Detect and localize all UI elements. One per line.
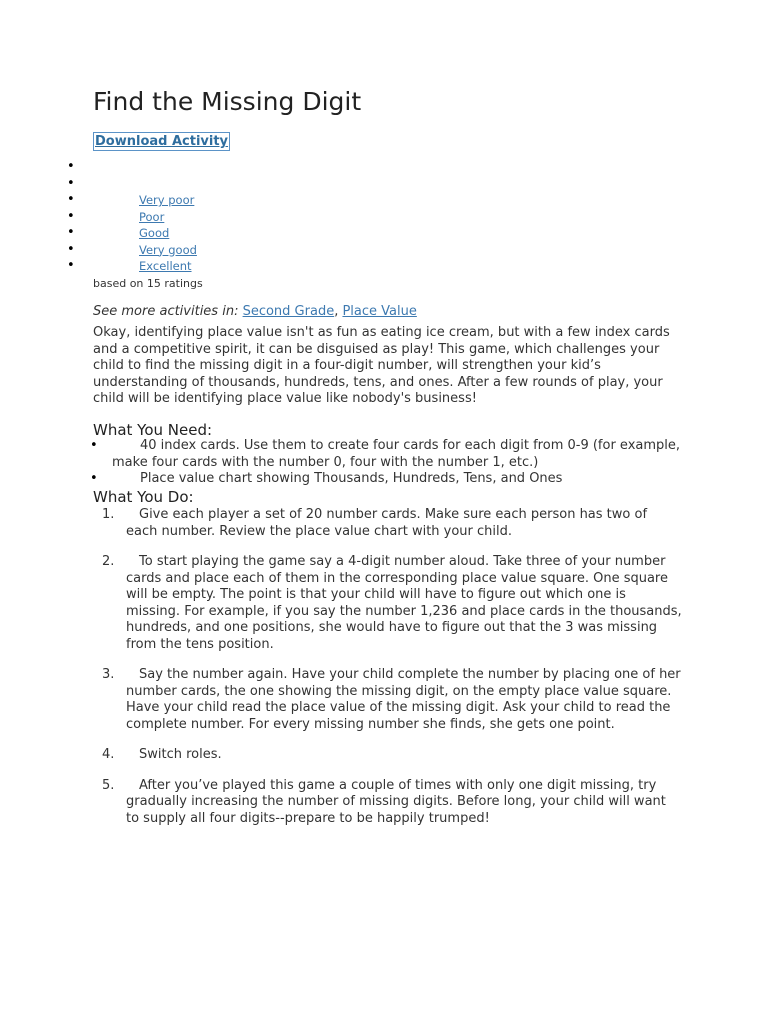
bullet-icon: • xyxy=(67,175,75,191)
bullet-icon: • xyxy=(67,258,75,273)
rating-options xyxy=(0,159,400,275)
step-number: 2. xyxy=(102,554,115,569)
bullet-icon: • xyxy=(90,471,98,486)
rating-link-poor[interactable]: Poor xyxy=(139,209,165,224)
bullet-icon: • xyxy=(67,192,75,207)
list-item xyxy=(102,554,682,653)
step-number: 3. xyxy=(102,667,115,682)
rating-option-excellent[interactable] xyxy=(0,258,400,275)
rating-option-very-poor[interactable] xyxy=(0,192,400,209)
rating-option-good[interactable] xyxy=(0,225,400,242)
step-text: Switch roles. xyxy=(139,747,222,762)
intro-paragraph: Okay, identifying place value isn't as fun as eating ice cream, but with a few index cards and a competitive spirit, it can be disguised as play! This game, which challenges your child to find the missing digit in a four-digit number, will strengthen your kid’s understanding of thousands, hundreds, tens, and ones. After a few rounds of play, your child will be identifying place value like nobody's business! xyxy=(93,325,670,406)
bullet-icon: • xyxy=(67,241,75,257)
rating-link-excellent[interactable]: Excellent xyxy=(139,259,192,273)
need-item-text: 40 index cards. Use them to create four cards for each digit from 0-9 (for example, make four cards with the number 0, four with the number 1, etc.) xyxy=(112,438,681,470)
list-item xyxy=(102,667,682,733)
rating-link-very-poor[interactable]: Very poor xyxy=(139,193,195,207)
step-text: To start playing the game say a 4-digit number aloud. Take three of your number cards and place each of them in the corresponding place value square. One square will be empty. The point is that your child will have to figure out which one is missing. For example, if you say the number 1,236 and place cards in the thousands, hundreds, and one positions, she would have to figure out that the 3 was missing from the tens position. xyxy=(126,554,682,652)
category-link-place-value[interactable]: Place Value xyxy=(342,304,417,319)
rating-link-very-good[interactable]: Very good xyxy=(139,242,197,257)
what-you-need-heading: What You Need: xyxy=(93,421,213,439)
see-more-label: See more activities in: xyxy=(93,304,243,319)
category-separator: , xyxy=(334,304,343,319)
what-you-do-list xyxy=(102,507,682,841)
step-text: Give each player a set of 20 number cards. Make sure each person has two of each number. Review the place value chart with your child. xyxy=(126,507,648,539)
see-more-activities xyxy=(93,303,417,320)
what-you-need-list xyxy=(90,438,682,488)
step-text: After you’ve played this game a couple of times with only one digit missing, try gradually increasing the number of missing digits. Before long, your child will want to supply all four digits--prepare to be happily trumped! xyxy=(126,777,666,826)
rating-option[interactable] xyxy=(0,176,400,193)
bullet-icon: • xyxy=(67,159,75,174)
list-item xyxy=(90,471,682,488)
need-item-text: Place value chart showing Thousands, Hundreds, Tens, and Ones xyxy=(140,471,563,486)
step-number: 1. xyxy=(102,507,115,522)
rating-link-good[interactable]: Good xyxy=(139,226,170,240)
rating-count: based on 15 ratings xyxy=(93,277,203,290)
download-activity-link[interactable]: Download Activity xyxy=(95,134,229,149)
page-title: Find the Missing Digit xyxy=(93,87,362,116)
list-item xyxy=(102,747,682,764)
list-item xyxy=(102,777,682,828)
list-item xyxy=(102,507,682,540)
rating-option[interactable] xyxy=(0,159,400,176)
rating-option-poor[interactable] xyxy=(0,209,400,226)
list-item xyxy=(90,438,682,471)
category-link-second-grade[interactable]: Second Grade xyxy=(242,304,335,319)
step-number: 4. xyxy=(102,747,115,762)
bullet-icon: • xyxy=(67,208,75,224)
rating-option-very-good[interactable] xyxy=(0,242,400,259)
step-number: 5. xyxy=(102,777,115,793)
what-you-do-heading: What You Do: xyxy=(93,488,194,506)
bullet-icon: • xyxy=(90,438,98,453)
step-text: Say the number again. Have your child complete the number by placing one of her number cards, the one showing the missing digit, on the empty place value square. Have your child read the place value of the missing digit. Ask your child to read the complete number. For every missing number she finds, she gets one point. xyxy=(126,667,681,732)
bullet-icon: • xyxy=(67,225,75,240)
